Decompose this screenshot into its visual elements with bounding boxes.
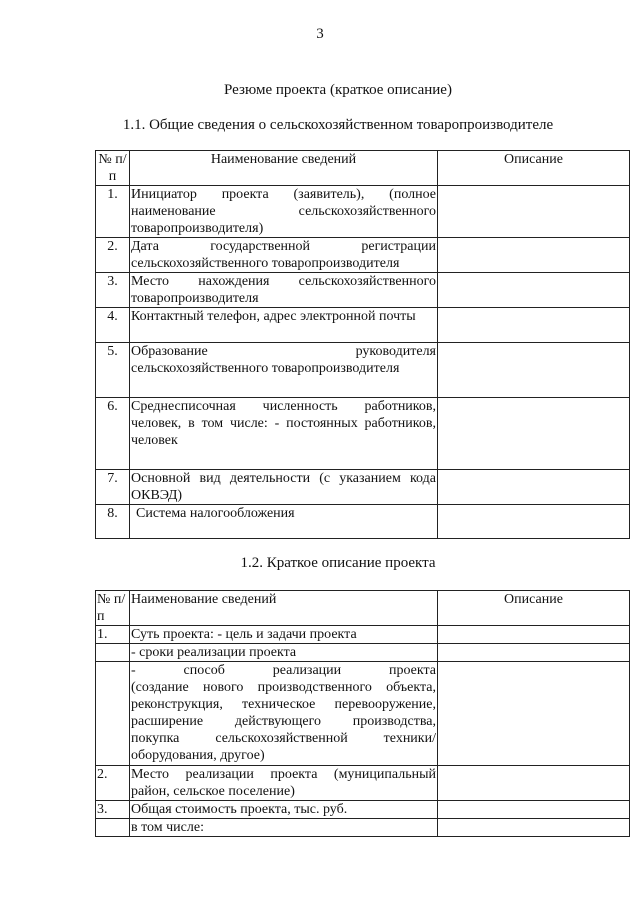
row-number: 4.	[96, 308, 130, 343]
row-name-line: Суть проекта: - цель и задачи проекта	[131, 627, 357, 642]
table-row	[96, 343, 630, 398]
row-name	[130, 644, 438, 662]
row-name-line: район, сельское поселение)	[131, 784, 295, 799]
row-description[interactable]	[438, 801, 630, 819]
row-name-line: Контактный телефон, адрес электронной почты	[131, 309, 416, 324]
table-row	[96, 819, 630, 837]
row-description[interactable]	[438, 505, 630, 539]
row-number: 6.	[96, 398, 130, 470]
table-row	[96, 238, 630, 273]
row-number: 3.	[96, 273, 130, 308]
row-name-line: Основной вид деятельности (с указанием кода	[131, 471, 436, 486]
section1-title: 1.1. Общие сведения о сельскохозяйственном товаропроизводителе	[122, 117, 554, 133]
row-name	[130, 273, 438, 308]
row-name-line: Инициатор проекта (заявитель), (полное	[131, 187, 436, 202]
row-name-line: наименование сельскохозяйственного	[131, 204, 436, 219]
table-row	[96, 398, 630, 470]
row-name-line: Дата государственной регистрации	[131, 239, 436, 254]
row-name-line: сельскохозяйственного товаропроизводителя	[131, 361, 400, 376]
row-name	[130, 819, 438, 837]
row-name	[130, 626, 438, 644]
row-description[interactable]	[438, 308, 630, 343]
table-row	[96, 766, 630, 801]
general-info-table	[95, 150, 630, 539]
row-name	[130, 308, 438, 343]
table-header-row	[96, 151, 630, 186]
section2-title: 1.2. Краткое описание проекта	[240, 555, 436, 571]
row-name-line: человек, в том числе: - постоянных работников,	[131, 416, 436, 431]
document-title: Резюме проекта (краткое описание)	[224, 82, 452, 98]
row-description[interactable]	[438, 398, 630, 470]
row-name-line: расширение действующего производства,	[131, 714, 436, 729]
row-number	[96, 819, 130, 837]
header-description: Описание	[438, 591, 630, 626]
table-row	[96, 662, 630, 766]
row-number: 7.	[96, 470, 130, 505]
table-row	[96, 801, 630, 819]
row-name	[130, 186, 438, 238]
row-description[interactable]	[438, 343, 630, 398]
row-name-line: оборудования, другое)	[131, 748, 265, 763]
row-name-line: покупка сельскохозяйственной техники/	[131, 731, 436, 746]
table-row	[96, 186, 630, 238]
row-name	[130, 398, 438, 470]
row-description[interactable]	[438, 470, 630, 505]
table-row	[96, 470, 630, 505]
row-name-line: Место нахождения сельскохозяйственного	[131, 274, 436, 289]
row-number: 2.	[96, 238, 130, 273]
row-number: 3.	[96, 801, 130, 819]
header-number: № п/п	[96, 151, 130, 186]
row-number: 1.	[96, 186, 130, 238]
row-name-line: сельскохозяйственного товаропроизводителя	[131, 256, 400, 271]
row-name-line: Общая стоимость проекта, тыс. руб.	[131, 802, 348, 817]
row-name-line: товаропроизводителя)	[131, 221, 264, 236]
row-description[interactable]	[438, 819, 630, 837]
table-row	[96, 644, 630, 662]
header-number: № п/п	[96, 591, 130, 626]
table-header-row	[96, 591, 630, 626]
row-name-line: Образование руководителя	[131, 344, 436, 359]
row-name-line: - сроки реализации проекта	[131, 645, 297, 660]
row-name-line: Место реализации проекта (муниципальный	[131, 767, 436, 782]
row-description[interactable]	[438, 238, 630, 273]
row-name-line: человек	[131, 433, 178, 448]
row-name	[130, 470, 438, 505]
row-name-line: реконструкция, техническое перевооружение,	[131, 697, 436, 712]
row-number: 1.	[96, 626, 130, 644]
row-number: 8.	[96, 505, 130, 539]
header-name: Наименование сведений	[130, 591, 438, 626]
row-name-line: Среднесписочная численность работников,	[131, 399, 436, 414]
row-name	[130, 801, 438, 819]
header-description: Описание	[438, 151, 630, 186]
row-description[interactable]	[438, 662, 630, 766]
table-row	[96, 626, 630, 644]
row-number	[96, 662, 130, 766]
row-name-line: в том числе:	[131, 820, 204, 835]
row-description[interactable]	[438, 273, 630, 308]
row-name	[130, 766, 438, 801]
table-row	[96, 308, 630, 343]
row-number: 5.	[96, 343, 130, 398]
row-description[interactable]	[438, 644, 630, 662]
row-name	[130, 505, 438, 539]
row-name-line: товаропроизводителя	[131, 291, 259, 306]
row-name	[130, 662, 438, 766]
row-name-line: Система налогообложения	[136, 506, 295, 521]
row-description[interactable]	[438, 626, 630, 644]
row-number	[96, 644, 130, 662]
project-description-table	[95, 590, 630, 837]
row-number: 2.	[96, 766, 130, 801]
page-number: 3	[316, 26, 324, 42]
table-row	[96, 273, 630, 308]
row-name-line: (создание нового производственного объекта,	[131, 680, 436, 695]
row-name-line: - способ реализации проекта	[131, 663, 436, 678]
header-name: Наименование сведений	[130, 151, 438, 186]
row-name-line: ОКВЭД)	[131, 488, 183, 503]
row-name	[130, 238, 438, 273]
row-description[interactable]	[438, 186, 630, 238]
row-description[interactable]	[438, 766, 630, 801]
table-row	[96, 505, 630, 539]
row-name	[130, 343, 438, 398]
